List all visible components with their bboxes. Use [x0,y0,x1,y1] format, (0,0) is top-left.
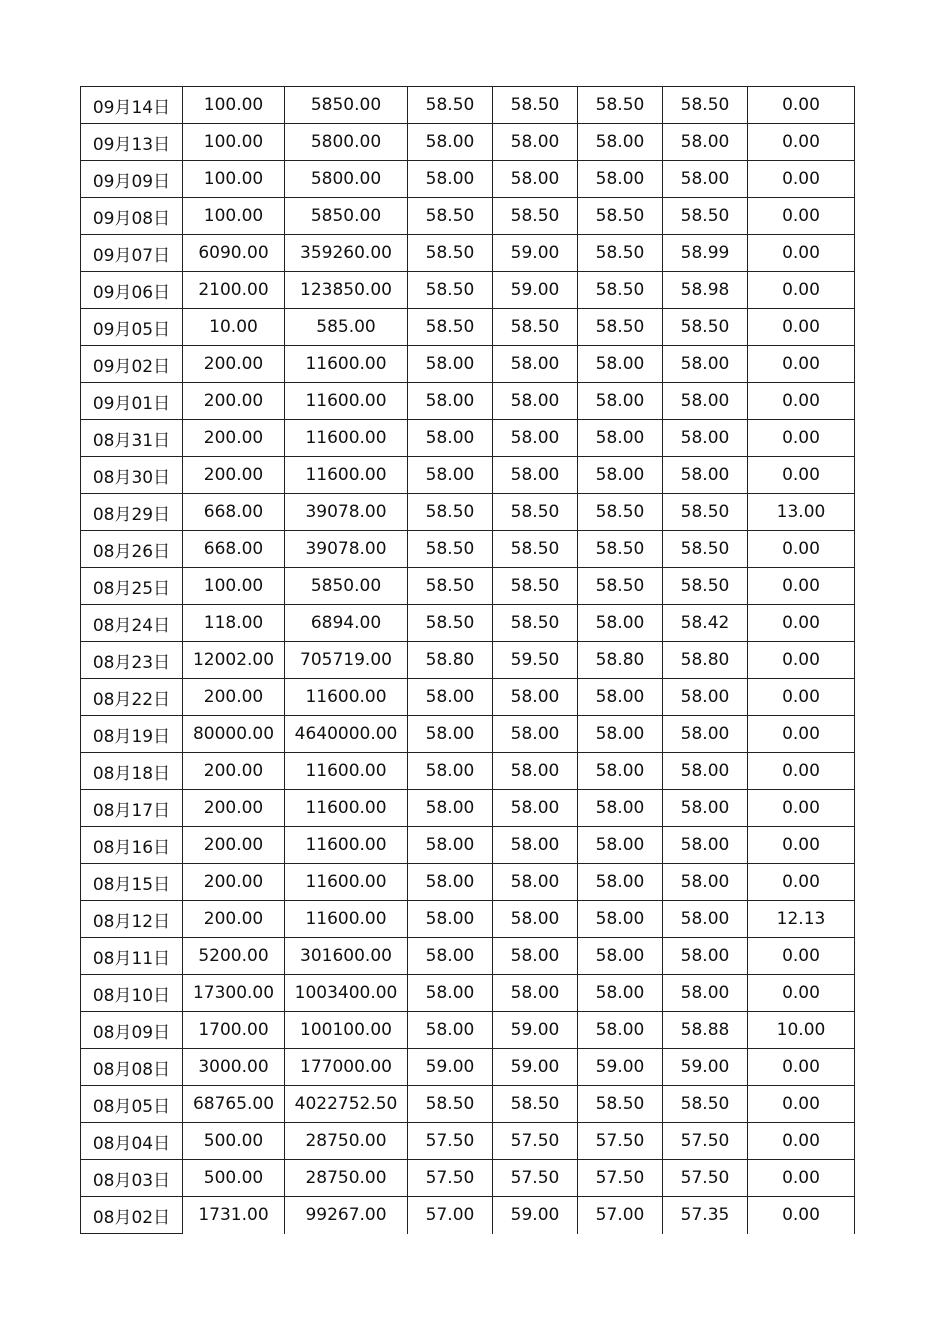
table-row [81,827,855,864]
table-row [81,1049,855,1086]
value-cell: 11600.00 [285,346,408,383]
value-cell: 58.50 [663,531,748,568]
date-cell: 09月13日 [81,124,183,161]
value-cell: 0.00 [748,457,855,494]
table-row [81,975,855,1012]
value-cell: 58.00 [578,753,663,790]
value-cell: 3000.00 [183,1049,285,1086]
date-cell: 08月11日 [81,938,183,975]
value-cell: 100.00 [183,161,285,198]
date-cell: 08月10日 [81,975,183,1012]
value-cell: 58.50 [408,272,493,309]
date-cell: 09月06日 [81,272,183,309]
value-cell: 668.00 [183,531,285,568]
value-cell: 58.50 [578,235,663,272]
value-cell: 0.00 [748,605,855,642]
table-row [81,605,855,642]
value-cell: 177000.00 [285,1049,408,1086]
value-cell: 58.00 [408,161,493,198]
value-cell: 5850.00 [285,87,408,124]
table-row [81,457,855,494]
table-row [81,642,855,679]
value-cell: 58.00 [663,346,748,383]
value-cell: 59.00 [578,1049,663,1086]
value-cell: 58.00 [663,938,748,975]
value-cell: 57.50 [493,1160,578,1197]
date-cell: 08月17日 [81,790,183,827]
value-cell: 0.00 [748,716,855,753]
value-cell: 58.00 [408,346,493,383]
value-cell: 58.50 [663,87,748,124]
value-cell: 58.50 [493,494,578,531]
value-cell: 0.00 [748,1160,855,1197]
value-cell: 200.00 [183,901,285,938]
value-cell: 58.00 [408,420,493,457]
value-cell: 100.00 [183,87,285,124]
value-cell: 58.00 [493,420,578,457]
value-cell: 58.80 [663,642,748,679]
value-cell: 58.00 [408,901,493,938]
value-cell: 5850.00 [285,568,408,605]
value-cell: 0.00 [748,642,855,679]
value-cell: 58.50 [578,87,663,124]
value-cell: 58.50 [408,568,493,605]
value-cell: 0.00 [748,864,855,901]
value-cell: 100100.00 [285,1012,408,1049]
date-cell: 08月26日 [81,531,183,568]
date-cell: 08月02日 [81,1197,183,1234]
value-cell: 59.00 [493,1049,578,1086]
value-cell: 58.00 [578,716,663,753]
table-row [81,420,855,457]
value-cell: 58.00 [578,901,663,938]
table-row [81,790,855,827]
value-cell: 58.80 [578,642,663,679]
date-cell: 08月16日 [81,827,183,864]
table-row [81,1197,855,1234]
value-cell: 4022752.50 [285,1086,408,1123]
value-cell: 59.50 [493,642,578,679]
table-row [81,161,855,198]
date-cell: 08月04日 [81,1123,183,1160]
value-cell: 58.00 [493,827,578,864]
value-cell: 59.00 [663,1049,748,1086]
value-cell: 58.00 [408,383,493,420]
value-cell: 58.00 [408,1012,493,1049]
value-cell: 80000.00 [183,716,285,753]
value-cell: 58.00 [408,457,493,494]
value-cell: 12.13 [748,901,855,938]
table-body [81,87,855,1234]
value-cell: 58.00 [408,124,493,161]
value-cell: 57.50 [663,1160,748,1197]
value-cell: 58.00 [493,161,578,198]
value-cell: 58.50 [408,494,493,531]
value-cell: 99267.00 [285,1197,408,1234]
table-row [81,383,855,420]
table-row [81,938,855,975]
table-row [81,716,855,753]
date-cell: 09月08日 [81,198,183,235]
value-cell: 58.50 [578,198,663,235]
value-cell: 39078.00 [285,531,408,568]
value-cell: 200.00 [183,457,285,494]
value-cell: 5850.00 [285,198,408,235]
value-cell: 58.98 [663,272,748,309]
value-cell: 11600.00 [285,753,408,790]
value-cell: 0.00 [748,272,855,309]
value-cell: 58.50 [493,568,578,605]
value-cell: 0.00 [748,235,855,272]
table-row [81,1012,855,1049]
value-cell: 0.00 [748,568,855,605]
value-cell: 58.00 [493,346,578,383]
value-cell: 0.00 [748,1197,855,1234]
value-cell: 58.50 [578,1086,663,1123]
value-cell: 11600.00 [285,420,408,457]
value-cell: 359260.00 [285,235,408,272]
value-cell: 58.50 [578,494,663,531]
value-cell: 0.00 [748,420,855,457]
value-cell: 705719.00 [285,642,408,679]
table-row [81,124,855,161]
value-cell: 10.00 [748,1012,855,1049]
value-cell: 11600.00 [285,790,408,827]
value-cell: 58.00 [408,753,493,790]
value-cell: 58.00 [578,1012,663,1049]
date-cell: 09月02日 [81,346,183,383]
value-cell: 5200.00 [183,938,285,975]
table-row [81,1160,855,1197]
value-cell: 58.00 [663,161,748,198]
value-cell: 17300.00 [183,975,285,1012]
value-cell: 58.50 [578,272,663,309]
value-cell: 200.00 [183,420,285,457]
value-cell: 0.00 [748,827,855,864]
table-row [81,1086,855,1123]
date-cell: 09月14日 [81,87,183,124]
value-cell: 58.50 [408,531,493,568]
date-cell: 08月03日 [81,1160,183,1197]
date-cell: 08月08日 [81,1049,183,1086]
value-cell: 58.00 [663,975,748,1012]
date-cell: 08月23日 [81,642,183,679]
value-cell: 58.00 [493,864,578,901]
value-cell: 0.00 [748,161,855,198]
value-cell: 0.00 [748,1123,855,1160]
value-cell: 0.00 [748,309,855,346]
value-cell: 4640000.00 [285,716,408,753]
date-cell: 08月30日 [81,457,183,494]
table-row [81,309,855,346]
value-cell: 58.50 [578,568,663,605]
value-cell: 668.00 [183,494,285,531]
value-cell: 58.00 [578,790,663,827]
value-cell: 57.50 [578,1160,663,1197]
value-cell: 0.00 [748,938,855,975]
table-row [81,531,855,568]
value-cell: 28750.00 [285,1160,408,1197]
value-cell: 58.50 [493,531,578,568]
date-cell: 08月15日 [81,864,183,901]
value-cell: 58.50 [408,605,493,642]
value-cell: 58.50 [408,198,493,235]
value-cell: 58.00 [578,975,663,1012]
value-cell: 500.00 [183,1160,285,1197]
value-cell: 58.00 [663,420,748,457]
value-cell: 58.00 [663,827,748,864]
value-cell: 58.50 [578,531,663,568]
value-cell: 200.00 [183,383,285,420]
value-cell: 58.00 [663,864,748,901]
value-cell: 100.00 [183,568,285,605]
value-cell: 13.00 [748,494,855,531]
value-cell: 100.00 [183,198,285,235]
value-cell: 58.00 [578,679,663,716]
value-cell: 58.00 [408,975,493,1012]
value-cell: 57.50 [663,1123,748,1160]
date-cell: 09月05日 [81,309,183,346]
value-cell: 58.00 [408,938,493,975]
value-cell: 10.00 [183,309,285,346]
value-cell: 57.50 [408,1123,493,1160]
value-cell: 58.00 [578,383,663,420]
table-row [81,235,855,272]
value-cell: 58.00 [663,124,748,161]
value-cell: 58.00 [408,790,493,827]
value-cell: 58.00 [578,938,663,975]
value-cell: 1731.00 [183,1197,285,1234]
value-cell: 123850.00 [285,272,408,309]
value-cell: 58.00 [578,161,663,198]
value-cell: 58.50 [408,1086,493,1123]
date-cell: 08月25日 [81,568,183,605]
value-cell: 0.00 [748,383,855,420]
value-cell: 58.00 [578,457,663,494]
value-cell: 58.50 [493,309,578,346]
trade-data-table [80,86,855,1234]
value-cell: 57.35 [663,1197,748,1234]
value-cell: 58.99 [663,235,748,272]
table-row [81,568,855,605]
value-cell: 6090.00 [183,235,285,272]
value-cell: 58.00 [493,790,578,827]
value-cell: 0.00 [748,1049,855,1086]
value-cell: 58.00 [663,716,748,753]
value-cell: 58.00 [663,457,748,494]
table-row [81,679,855,716]
value-cell: 57.50 [578,1123,663,1160]
date-cell: 08月12日 [81,901,183,938]
date-cell: 08月18日 [81,753,183,790]
value-cell: 100.00 [183,124,285,161]
table-row [81,87,855,124]
value-cell: 58.50 [578,309,663,346]
value-cell: 1003400.00 [285,975,408,1012]
value-cell: 58.80 [408,642,493,679]
value-cell: 58.00 [663,753,748,790]
value-cell: 200.00 [183,346,285,383]
value-cell: 58.50 [493,1086,578,1123]
value-cell: 58.00 [493,901,578,938]
value-cell: 59.00 [493,1012,578,1049]
value-cell: 68765.00 [183,1086,285,1123]
value-cell: 11600.00 [285,457,408,494]
value-cell: 200.00 [183,790,285,827]
value-cell: 58.00 [493,679,578,716]
date-cell: 09月09日 [81,161,183,198]
value-cell: 58.50 [663,494,748,531]
value-cell: 200.00 [183,679,285,716]
value-cell: 6894.00 [285,605,408,642]
value-cell: 5800.00 [285,124,408,161]
value-cell: 0.00 [748,753,855,790]
date-cell: 08月29日 [81,494,183,531]
value-cell: 200.00 [183,864,285,901]
value-cell: 58.00 [493,124,578,161]
value-cell: 57.50 [408,1160,493,1197]
date-cell: 09月07日 [81,235,183,272]
date-cell: 08月22日 [81,679,183,716]
value-cell: 58.88 [663,1012,748,1049]
table-row [81,346,855,383]
value-cell: 58.00 [408,716,493,753]
value-cell: 118.00 [183,605,285,642]
value-cell: 58.00 [578,864,663,901]
value-cell: 301600.00 [285,938,408,975]
date-cell: 08月09日 [81,1012,183,1049]
value-cell: 58.00 [493,975,578,1012]
value-cell: 11600.00 [285,679,408,716]
value-cell: 57.50 [493,1123,578,1160]
value-cell: 58.00 [408,827,493,864]
value-cell: 0.00 [748,975,855,1012]
value-cell: 58.00 [493,457,578,494]
table-row [81,753,855,790]
value-cell: 0.00 [748,346,855,383]
value-cell: 58.42 [663,605,748,642]
date-cell: 08月31日 [81,420,183,457]
value-cell: 58.00 [408,864,493,901]
date-cell: 08月24日 [81,605,183,642]
value-cell: 58.50 [663,1086,748,1123]
value-cell: 58.50 [493,87,578,124]
value-cell: 58.00 [493,938,578,975]
value-cell: 0.00 [748,1086,855,1123]
value-cell: 11600.00 [285,901,408,938]
value-cell: 0.00 [748,531,855,568]
table-row [81,901,855,938]
value-cell: 58.00 [663,383,748,420]
date-cell: 09月01日 [81,383,183,420]
table-row [81,864,855,901]
value-cell: 58.00 [663,790,748,827]
value-cell: 11600.00 [285,864,408,901]
value-cell: 58.50 [663,568,748,605]
table-row [81,272,855,309]
value-cell: 5800.00 [285,161,408,198]
value-cell: 28750.00 [285,1123,408,1160]
value-cell: 585.00 [285,309,408,346]
value-cell: 58.00 [663,901,748,938]
value-cell: 500.00 [183,1123,285,1160]
date-cell: 08月19日 [81,716,183,753]
value-cell: 0.00 [748,87,855,124]
value-cell: 200.00 [183,753,285,790]
value-cell: 58.00 [493,383,578,420]
value-cell: 58.50 [493,198,578,235]
value-cell: 58.50 [408,87,493,124]
value-cell: 200.00 [183,827,285,864]
value-cell: 58.00 [578,124,663,161]
value-cell: 0.00 [748,124,855,161]
value-cell: 58.00 [408,679,493,716]
value-cell: 1700.00 [183,1012,285,1049]
value-cell: 58.00 [493,716,578,753]
value-cell: 11600.00 [285,383,408,420]
date-cell: 08月05日 [81,1086,183,1123]
value-cell: 0.00 [748,679,855,716]
value-cell: 59.00 [493,1197,578,1234]
table-row [81,494,855,531]
table-row [81,198,855,235]
value-cell: 0.00 [748,790,855,827]
value-cell: 58.00 [578,346,663,383]
value-cell: 12002.00 [183,642,285,679]
value-cell: 58.50 [663,309,748,346]
value-cell: 59.00 [493,235,578,272]
value-cell: 57.00 [578,1197,663,1234]
value-cell: 59.00 [493,272,578,309]
value-cell: 39078.00 [285,494,408,531]
value-cell: 58.00 [578,420,663,457]
table-row [81,1123,855,1160]
value-cell: 58.50 [493,605,578,642]
value-cell: 58.50 [408,309,493,346]
value-cell: 59.00 [408,1049,493,1086]
value-cell: 58.50 [663,198,748,235]
value-cell: 58.00 [578,605,663,642]
value-cell: 58.00 [578,827,663,864]
value-cell: 58.50 [408,235,493,272]
value-cell: 57.00 [408,1197,493,1234]
value-cell: 11600.00 [285,827,408,864]
value-cell: 58.00 [493,753,578,790]
value-cell: 0.00 [748,198,855,235]
value-cell: 2100.00 [183,272,285,309]
value-cell: 58.00 [663,679,748,716]
